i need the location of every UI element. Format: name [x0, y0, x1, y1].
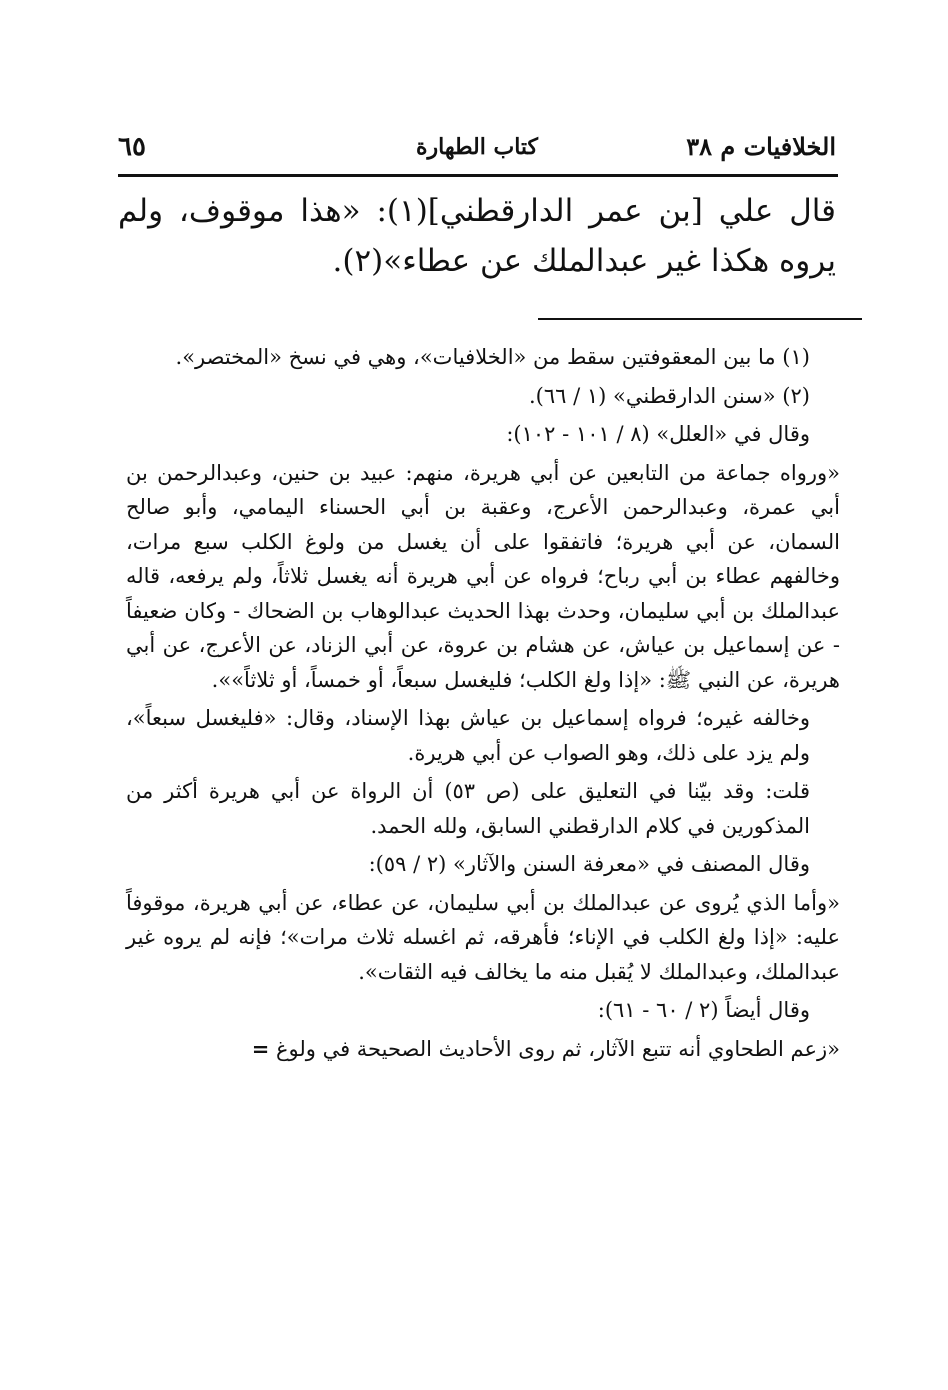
paragraph-5-intro: وقال أيضاً (٢ / ٦٠ - ٦١):	[597, 998, 810, 1022]
continuation-mark: =	[251, 1035, 270, 1061]
main-paragraph: قال علي [بن عمر الدارقطني](١): «هذا موقوف، ولم يروه هكذا غير عبدالملك عن عطاء»(٢).	[118, 193, 836, 279]
footnotes-section	[126, 340, 840, 1070]
footnote-2: (٢) «سنن الدارقطني» (١ / ٦٦).	[528, 383, 810, 408]
paragraph-4-intro: وقال المصنف في «معرفة السنن والآثار» (٢ / ٥٩):	[368, 852, 810, 876]
footnote-divider	[538, 318, 862, 320]
paragraph-2: وخالفه غيره؛ فرواه إسماعيل بن عياش بهذا الإسناد، وقال: «فليغسل سبعاً»، ولم يزد على ذلك، وهو الصواب عن أبي هريرة.	[126, 706, 810, 765]
page-number: ٦٥	[118, 132, 146, 162]
header-divider	[118, 174, 838, 177]
paragraph-3: قلت: وقد بيّنا في التعليق على (ص ٥٣) أن الرواة عن أبي هريرة أكثر من المذكورين في كلام الدارقطني السابق، ولله الحمد.	[126, 779, 810, 838]
quote-block-3	[126, 1032, 840, 1067]
chapter-title: كتاب الطهارة	[415, 134, 539, 160]
page-header	[118, 120, 836, 170]
footnote-2-intro: وقال في «العلل» (٨ / ١٠١ - ١٠٢):	[506, 422, 810, 446]
quote-block-2: «وأما الذي يُروى عن عبدالملك بن أبي سليمان، عن عطاء، عن أبي هريرة، موقوفاً عليه: «إذا ولغ الكلب في الإناء؛ فأهرقه، ثم اغسله ثلاث مرات»؛ فإنه لم يروه غير عبدالملك، وعبدالملك لا يُقبل منه ما يخالف فيه الثقات».	[126, 890, 840, 984]
main-body	[118, 186, 836, 286]
quote-3-text: «زعم الطحاوي أنه تتبع الآثار، ثم روى الأحاديث الصحيحة في ولوغ	[275, 1036, 840, 1061]
footnote-1: (١) ما بين المعقوفتين سقط من «الخلافيات»، وهي في نسخ «المختصر».	[175, 345, 810, 369]
quote-block-1: «ورواه جماعة من التابعين عن أبي هريرة، منهم: عبيد بن حنين، وعبدالرحمن بن أبي عمرة، وعبدالرحمن الأعرج، وعقبة بن أبي الحسناء اليمامي، وأبو صالح السمان، عن أبي هريرة؛ فاتفقوا على أن يغسل من ولوغ الكلب سبع مرات، وخالفهم عطاء بن أبي رباح؛ فرواه عن أبي هريرة أنه يغسل ثلاثاً، ولم يرفعه، قاله عبدالملك بن أبي سليمان، وحدث بهذا الحديث عبدالوهاب بن الضحاك - وكان ضعيفاً - عن إسماعيل بن عياش، عن هشام بن عروة، عن أبي الزناد، عن الأعرج، عن أبي هريرة، عن النبي ﷺ: «إذا ولغ الكلب؛ فليغسل سبعاً، أو خمساً، أو ثلاثاً»».	[126, 460, 840, 692]
book-title: الخلافيات م ٣٨	[686, 132, 836, 161]
